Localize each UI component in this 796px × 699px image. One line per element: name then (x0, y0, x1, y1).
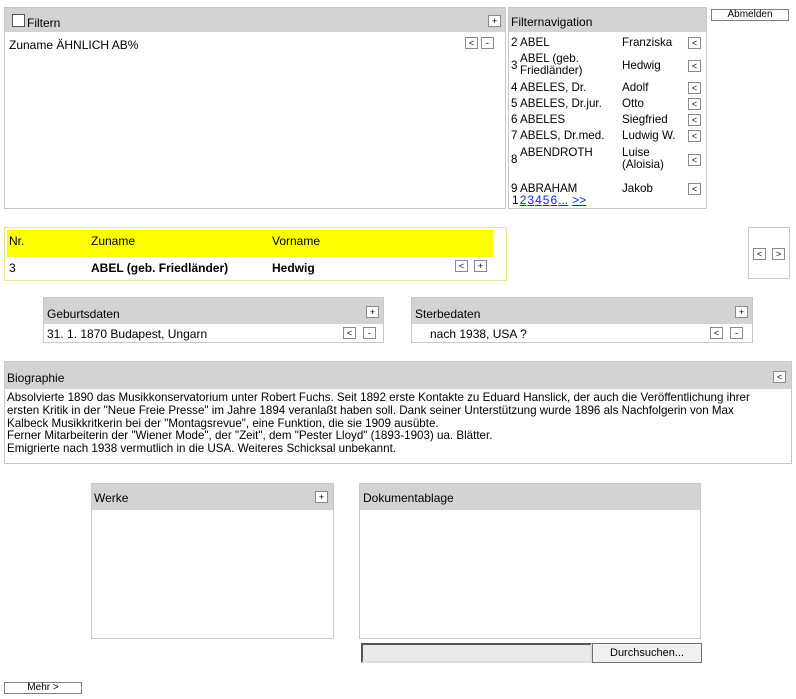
record-next-button[interactable]: > (772, 248, 785, 260)
record-prev-button[interactable]: < (753, 248, 766, 260)
birth-data-remove-button[interactable]: - (363, 327, 376, 339)
filter-navigation-row-firstname: Hedwig (622, 59, 661, 72)
filter-navigation-row-nr: 7 (511, 129, 518, 142)
filter-navigation-pagination (512, 193, 587, 207)
filter-header (5, 8, 505, 32)
filter-navigation-row-select-button[interactable]: < (688, 98, 701, 110)
filter-navigation-row-select-button[interactable]: < (688, 183, 701, 195)
pagination-link[interactable]: 4 (535, 193, 542, 207)
filter-checkbox[interactable] (12, 14, 25, 27)
filter-navigation-row-surname: ABEL (geb. Friedländer) (520, 52, 583, 77)
logout-button[interactable]: Abmelden (711, 9, 789, 21)
pagination-current-page: 1 (512, 193, 519, 207)
filter-navigation-row-firstname: Ludwig W. (622, 129, 676, 142)
filter-navigation-row-firstname: Otto (622, 97, 644, 110)
filter-navigation-title: Filternavigation (511, 15, 593, 29)
filter-navigation-row-select-button[interactable]: < (688, 37, 701, 49)
record-nr: 3 (9, 261, 16, 275)
biography-text (7, 392, 789, 456)
pagination-link[interactable]: 3 (527, 193, 535, 207)
filter-entry-remove-button[interactable]: - (481, 37, 494, 49)
filter-navigation-row-nr: 5 (511, 97, 518, 110)
filter-navigation-row-surname: ABRAHAM (520, 182, 578, 195)
filter-navigation-row-firstname: Franziska (622, 36, 673, 49)
filter-navigation-row-nr: 3 (511, 59, 518, 72)
record-header-row (7, 230, 493, 257)
filter-navigation-row-select-button[interactable]: < (688, 82, 701, 94)
filter-navigation-row (509, 82, 706, 94)
biography-line: Ferner Mitarbeiterin der "Wiener Mode", der "Zeit", dem "Pester Lloyd" (1893-1903) ua. Blätter. (7, 429, 493, 443)
browse-button[interactable]: Durchsuchen... (592, 643, 702, 663)
death-data-value: nach 1938, USA ? (430, 327, 527, 341)
filter-navigation-row-nr: 9 (511, 182, 518, 195)
filter-add-button[interactable]: + (488, 15, 501, 27)
record-column-nr: Nr. (9, 234, 25, 248)
death-data-prev-button[interactable]: < (710, 327, 723, 339)
filter-navigation-row-firstname: Luise (Aloisia) (622, 146, 664, 171)
record-vorname: Hedwig (272, 261, 315, 275)
works-panel (91, 483, 334, 639)
biography-line: Emigrierte nach 1938 vermutlich in die USA. Weiteres Schicksal unbekannt. (7, 442, 397, 456)
filter-navigation-row-select-button[interactable]: < (688, 114, 701, 126)
death-data-title: Sterbedaten (415, 307, 481, 321)
filter-navigation-row-nr: 8 (511, 153, 518, 166)
filter-navigation-row-nr: 6 (511, 113, 518, 126)
birth-data-prev-button[interactable]: < (343, 327, 356, 339)
pagination-link[interactable]: 2 (519, 193, 527, 207)
filter-title: Filtern (27, 16, 61, 30)
birth-data-add-button[interactable]: + (366, 306, 379, 318)
filter-panel (4, 7, 506, 209)
filter-navigation-row (509, 98, 706, 110)
filter-navigation-row-nr: 4 (511, 81, 518, 94)
file-path-input[interactable] (361, 643, 592, 663)
birth-data-value: 31. 1. 1870 Budapest, Ungarn (47, 327, 208, 341)
filter-navigation-row-select-button[interactable]: < (688, 154, 701, 166)
works-title: Werke (94, 491, 129, 505)
filter-navigation-row (509, 114, 706, 126)
biography-header (5, 362, 791, 389)
death-data-panel (411, 297, 753, 343)
filter-navigation-row (509, 37, 706, 49)
filter-navigation-row (509, 130, 706, 142)
filter-navigation-row-surname: ABELES (520, 113, 566, 126)
birth-data-title: Geburtsdaten (47, 307, 120, 321)
filter-navigation-row-surname: ABELES, Dr. (520, 81, 587, 94)
record-zuname: ABEL (geb. Friedländer) (91, 261, 229, 275)
record-left-button[interactable]: < (455, 260, 468, 272)
record-pager (748, 227, 790, 279)
more-button[interactable]: Mehr > (4, 682, 82, 694)
filter-navigation-row-firstname: Jakob (622, 182, 653, 195)
pagination-link[interactable]: 5 (542, 193, 550, 207)
filter-navigation-row-firstname: Adolf (622, 81, 649, 94)
filter-navigation-row-surname: ABENDROTH (520, 146, 593, 159)
biography-panel (4, 361, 792, 464)
death-data-remove-button[interactable]: - (730, 327, 743, 339)
biography-collapse-button[interactable]: < (773, 371, 786, 383)
pagination-link[interactable]: ... (558, 193, 569, 207)
death-data-add-button[interactable]: + (735, 306, 748, 318)
birth-data-panel (43, 297, 384, 343)
biography-line: ersten Kritik in der "Neue Freie Presse" im Jahre 1894 veranlaßt haben soll. Dank seiner Unterstützung wurde 1896 als Nachfolgerin von Max (7, 403, 734, 417)
filter-entry: Zuname ÄHNLICH AB% (9, 38, 139, 52)
pagination-link[interactable]: >> (572, 193, 587, 207)
filter-navigation-row-nr: 2 (511, 36, 518, 49)
works-add-button[interactable]: + (315, 491, 328, 503)
filter-navigation-row-select-button[interactable]: < (688, 60, 701, 72)
record-column-zuname: Zuname (91, 234, 136, 248)
filter-navigation-row (509, 147, 706, 173)
record-column-vorname: Vorname (272, 234, 321, 248)
biography-line: Absolvierte 1890 das Musikkonservatorium unter Robert Fuchs. Seit 1892 erste Kontakte zu Eduard Hanslick, der auch die Veröffentlichung ihrer (7, 391, 750, 404)
biography-title: Biographie (7, 371, 65, 385)
record-add-button[interactable]: + (474, 260, 487, 272)
filter-navigation-row (509, 53, 706, 79)
pagination-link[interactable]: 6 (550, 193, 558, 207)
filter-entry-prev-button[interactable]: < (465, 37, 478, 49)
record-panel (4, 227, 507, 281)
documents-panel (359, 483, 701, 639)
documents-title: Dokumentablage (363, 491, 454, 505)
filter-navigation-row-select-button[interactable]: < (688, 130, 701, 142)
filter-navigation-row-surname: ABEL (520, 36, 550, 49)
biography-line: Kalbeck Musikkritkerin bei der "Montagsrevue", eine Funktion, die sie 1909 ausübte. (7, 416, 439, 430)
filter-navigation-row-surname: ABELES, Dr.jur. (520, 97, 602, 110)
filter-navigation-panel (508, 7, 707, 209)
filter-navigation-row-surname: ABELS, Dr.med. (520, 129, 605, 142)
filter-navigation-row-firstname: Siegfried (622, 113, 668, 126)
